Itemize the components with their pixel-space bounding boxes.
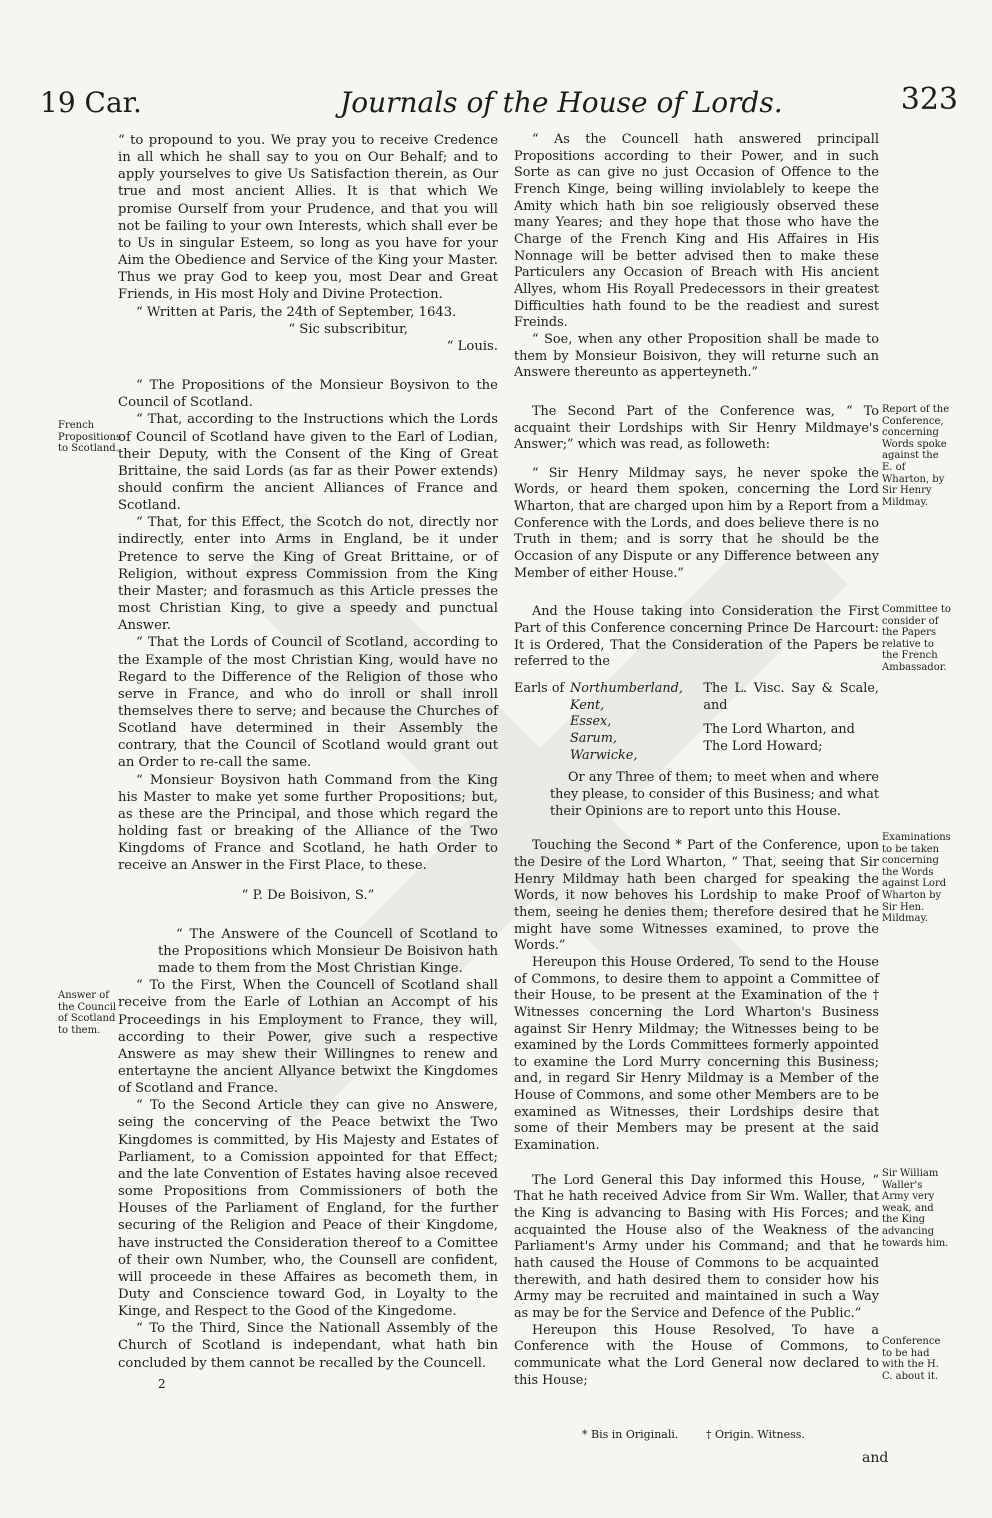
committee-member: The Lord Wharton, and xyxy=(703,722,855,738)
page-number: 323 xyxy=(900,82,958,117)
committee-member: Kent, xyxy=(570,697,605,713)
subscription-line: “ Sic subscribitur, xyxy=(288,321,408,337)
paragraph: Hereupon this House Resolved, To have a Conference with the House of Commons, to communicate what the Lord General now declared to this House; xyxy=(514,1322,879,1388)
signature: “ P. De Boisivon, S.” xyxy=(241,887,375,903)
paragraph: “ To the Third, Since the Nationall Assembly of the Church of Scotland is independant, what hath bin concluded by them cannot be recalled by the Councell. xyxy=(118,1321,498,1371)
right-column xyxy=(514,132,879,1389)
committee-member: The L. Visc. Say & Scale, and xyxy=(703,681,879,713)
footnote: † Origin. Witness. xyxy=(706,1428,805,1441)
paragraph: “ Monsieur Boysivon hath Command from the King his Master to make yet some further Propositions; but, as these are the Principal, and those which regard the holding fast or breaking of the Alliance of the Two Kingdoms of France and Scotland, he hath Order to receive an Answer in the First Place, to these. xyxy=(118,772,498,874)
regnal-year: 19 Car. xyxy=(40,86,142,119)
committee-lords xyxy=(703,681,879,764)
margin-note: Report of the Conference, concerning Words spoke against the E. of Wharton, by Sir Henry Mildmay. xyxy=(882,404,950,508)
committee-member: Sarum, xyxy=(570,731,617,746)
committee-member: Northumberland, xyxy=(570,681,683,697)
paragraph: Touching the Second * Part of the Conference, upon the Desire of the Lord Wharton, “ That, seeing that Sir Henry Mildmay hath been charged for speaking the Words, it now behoves his Lordship to make Proof of them, seeing he denies them; therefore desired that he might have some Witnesses examined, to prove the Words.” xyxy=(514,838,879,954)
dateline: “ Written at Paris, the 24th of September, 1643. xyxy=(136,304,457,320)
margin-note: Answer of the Council of Scotland to them. xyxy=(58,990,117,1036)
paragraph: “ That, according to the Instructions which the Lords of Council of Scotland have given to the Earl of Lodian, their Deputy, with the Consent of the King of Great Brittaine, the said Lords (as far as their Power extends) should confirm the ancient Alliances of France and Scotland. xyxy=(118,412,498,514)
footnote: * Bis in Originali. xyxy=(582,1428,679,1441)
margin-note: Examinations to be taken concerning the Words against Lord Wharton by Sir Hen. Mildmay. xyxy=(882,832,951,925)
earls-label: Earls of xyxy=(514,681,565,697)
paragraph: “ That the Lords of Council of Scotland, according to the Example of the most Christian King, would have no Regard to the Difference of the Religion of those who serve in France, and who do inroll or shall inroll themselves there to serve; and because the Churches of Scotland have determined in their Assembly the contrary, that the Council of Scotland would grant out an Order to re-call the same. xyxy=(118,635,498,771)
section-heading: “ The Answere of the Councell of Scotland to the Propositions which Monsieur De Boisivon hath made to them from the Most Christian Kinge. xyxy=(158,926,498,977)
paragraph: Hereupon this House Ordered, To send to the House of Commons, to desire them to appoint a Committee of their House, to be present at the Examination of the † Witnesses concerning the Lord Wharton's Business against Sir Henry Mildmay; the Witnesses being to be examined by the Lords Committees formerly appointed to examine the Lord Murry concerning this Business; and, in regard Sir Henry Mildmay is a Member of the House of Commons, and some other Members are to be examined as Witnesses, their Lordships desire that some of their Members may be present at the said Examination. xyxy=(514,954,879,1154)
paragraph: “ to propound to you. We pray you to receive Credence in all which he shall say to you on Our Behalf; and to apply yourselves to give Us Satisfaction therein, as Our true and most ancient Allies. It is that which We promise Ourself from your Prudence, and that you will not be failing to your own Interests, which shall ever be to Us in singular Esteem, so long as you have for your Aim the Obedience and Service of the King your Master. Thus we pray God to keep you, most Dear and Great Friends, in His most Holy and Divine Protection. xyxy=(118,133,498,303)
left-column xyxy=(118,132,498,1393)
page-header xyxy=(0,72,992,132)
paragraph: “ Soe, when any other Proposition shall be made to them by Monsieur Boisivon, they will returne such an Answere thereunto as apperteyneth.” xyxy=(514,331,879,381)
committee-member: The Lord Howard; xyxy=(703,739,823,754)
margin-note: French Propositions to Scotland. xyxy=(58,420,122,455)
signature: “ Louis. xyxy=(446,338,498,354)
paragraph: “ To the Second Article they can give no Answere, seing the concerving of the Peace betwixt the Two Kingdomes is committed, by His Majesty and Estates of Parliament, to a Comission appointed for that Effect; and the late Convention of Estates having alsoe receved some Propositions from Commissioners of both the Houses of the Parliament of England, for the further securing of the Religion and Peace of their Kingdome, have instructed the Consideration thereof to a Comittee of their own Number, who, the Counsell are confident, will proceede in these Affaires as becometh them, in Duty and Conscience toward God, in Loyalty to the Kinge, and Respect to the Good of the Kingedome. xyxy=(118,1098,498,1320)
catchword: and xyxy=(862,1450,889,1466)
running-title: Journals of the House of Lords. xyxy=(340,86,783,119)
paragraph: The Lord General this Day informed this House, “ That he hath received Advice from Sir Wm. Waller, that the King is advancing to Basing with His Forces; and acquainted the House also of the Weakness of the Parliament's Army under his Command; and that he hath caused the House of Commons to be acquainted therewith, and hath desired them to consider how his Army may be recruited and maintained in such a Way as may be for the Service and Defence of the Public.” xyxy=(514,1172,879,1321)
committee-earls xyxy=(514,681,695,764)
margin-note: Sir William Waller's Army very weak, and the King advancing towards him. xyxy=(882,1168,949,1249)
committee-member: Warwicke, xyxy=(570,747,638,763)
paragraph: Or any Three of them; to meet when and where they please, to consider of this Business; and what their Opinions are to report unto this House. xyxy=(550,770,880,819)
section-heading: “ The Propositions of the Monsieur Boysivon to the Council of Scotland. xyxy=(118,378,498,411)
committee-list xyxy=(514,681,879,764)
paragraph: “ That, for this Effect, the Scotch do not, directly nor indirectly, enter into Arms in England, be it under Pretence to serve the King of Great Brittaine, or of Religion, without express Commission from the King their Master; and forasmuch as this Article presses the most Christian King, to give a speedy and punctual Answer. xyxy=(118,515,498,634)
paragraph: The Second Part of the Conference was, “ To acquaint their Lordships with Sir Henry Mildmaye's Answer;” which was read, as followeth: xyxy=(514,403,879,453)
paragraph: “ Sir Henry Mildmay says, he never spoke the Words, or heard them spoken, concerning the Lord Wharton, that are charged upon him by a Report from a Conference with the Lords, and does believe there is no Truth in them; and is sorry that he should be the Occasion of any Dispute or any Difference between any Member of either House.” xyxy=(514,465,879,581)
paragraph: “ To the First, When the Councell of Scotland shall receive from the Earle of Lothian an Accompt of his Proceedings in his Employment to France, they will, according to their Power, give such a respective Answere as may shew their Willingnes to renew and entertayne the ancient Allyance betwixt the Kingdomes of Scotland and France. xyxy=(118,978,498,1097)
margin-note: Conference to be had with the H. C. about it. xyxy=(882,1336,941,1382)
paragraph: And the House taking into Consideration the First Part of this Conference concerning Prince De Harcourt: It is Ordered, That the Consideration of the Papers be referred to the xyxy=(514,604,879,670)
page-signature-mark: 2 xyxy=(158,1376,166,1391)
committee-member: Essex, xyxy=(570,714,612,730)
paragraph: “ As the Councell hath answered principall Propositions according to their Power, and in such Sorte as can give no just Occasion of Offence to the French Kinge, being willing inviolablely to keepe the Amity which hath bin soe religiously observed these many Yeares; and they hope that those who have the Charge of the French King and His Affaires in His Nonnage will be better advised then to make these Particulers any Occasion of Breach with His ancient Allyes, whom His Royall Predecessors in their greatest Difficulties hath found to be the readiest and surest Freinds. xyxy=(514,132,879,331)
margin-note: Committee to consider of the Papers relative to the French Ambassador. xyxy=(882,604,951,673)
